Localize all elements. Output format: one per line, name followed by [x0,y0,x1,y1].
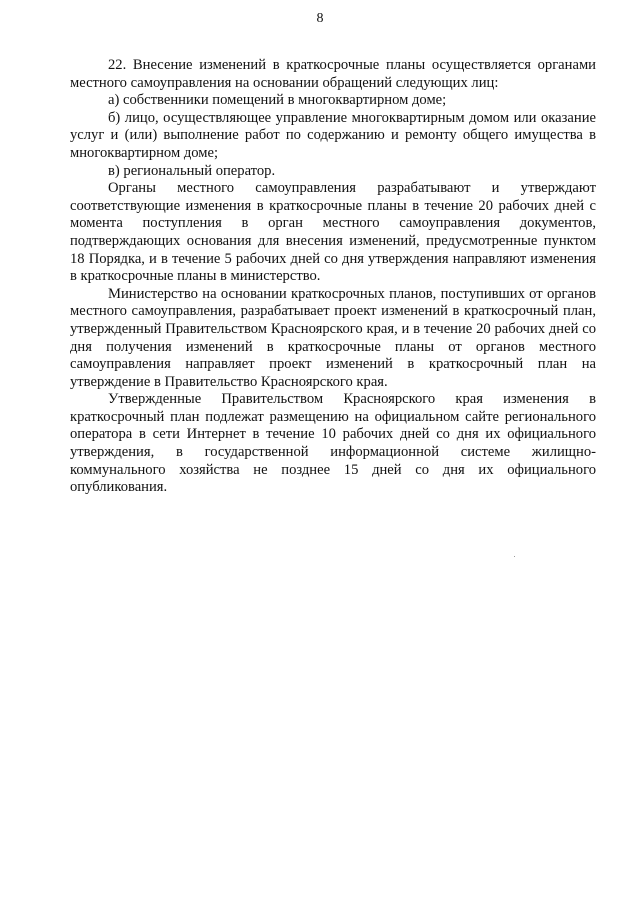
paragraph-item-v: в) региональный оператор. [108,162,276,179]
paragraph-ministry: Министерство на основании краткосрочных планов, поступивших от органов местного самоуправления, разрабатывает проект изменений в краткосрочный план, утвержденный Правительством Красноярского края, и в течение 20 рабочих дней со дня получения изменений в краткосрочные планы от органов местного самоуправления направляет проект изменений в краткосрочный план на утверждение в Правительство Красноярского края. [70,285,596,390]
paragraph-22-intro: 22. Внесение изменений в краткосрочные планы осуществляется органами местного самоуправления на основании обращений следующих лиц: [70,57,596,91]
scan-speck [514,556,515,557]
page-number: 8 [316,11,324,26]
paragraph-publication: Утвержденные Правительством Красноярского края изменения в краткосрочный план подлежат размещению на официальном сайте регионального оператора в сети Интернет в течение 10 рабочих дней со дня их официального утверждения, в государственной информационной системе жилищно-коммунального хозяйства не позднее 15 дней со дня их официального опубликования. [70,391,596,496]
paragraph-item-a: а) собственники помещений в многоквартирном доме; [108,92,447,109]
paragraph-item-b: б) лицо, осуществляющее управление многоквартирным домом или оказание услуг и (или) выполнение работ по содержанию и ремонту общего имущества в многоквартирном доме; [70,109,596,161]
document-body [70,57,596,497]
paragraph-local-authorities: Органы местного самоуправления разрабатывают и утверждают соответствующие изменения в краткосрочные планы в течение 20 рабочих дней с момента поступления в орган местного самоуправления документов, подтверждающих основания для внесения изменений, предусмотренные пунктом 18 Порядка, и в течение 5 рабочих дней со дня утверждения направляют изменения в краткосрочные планы в министерство. [70,180,596,285]
